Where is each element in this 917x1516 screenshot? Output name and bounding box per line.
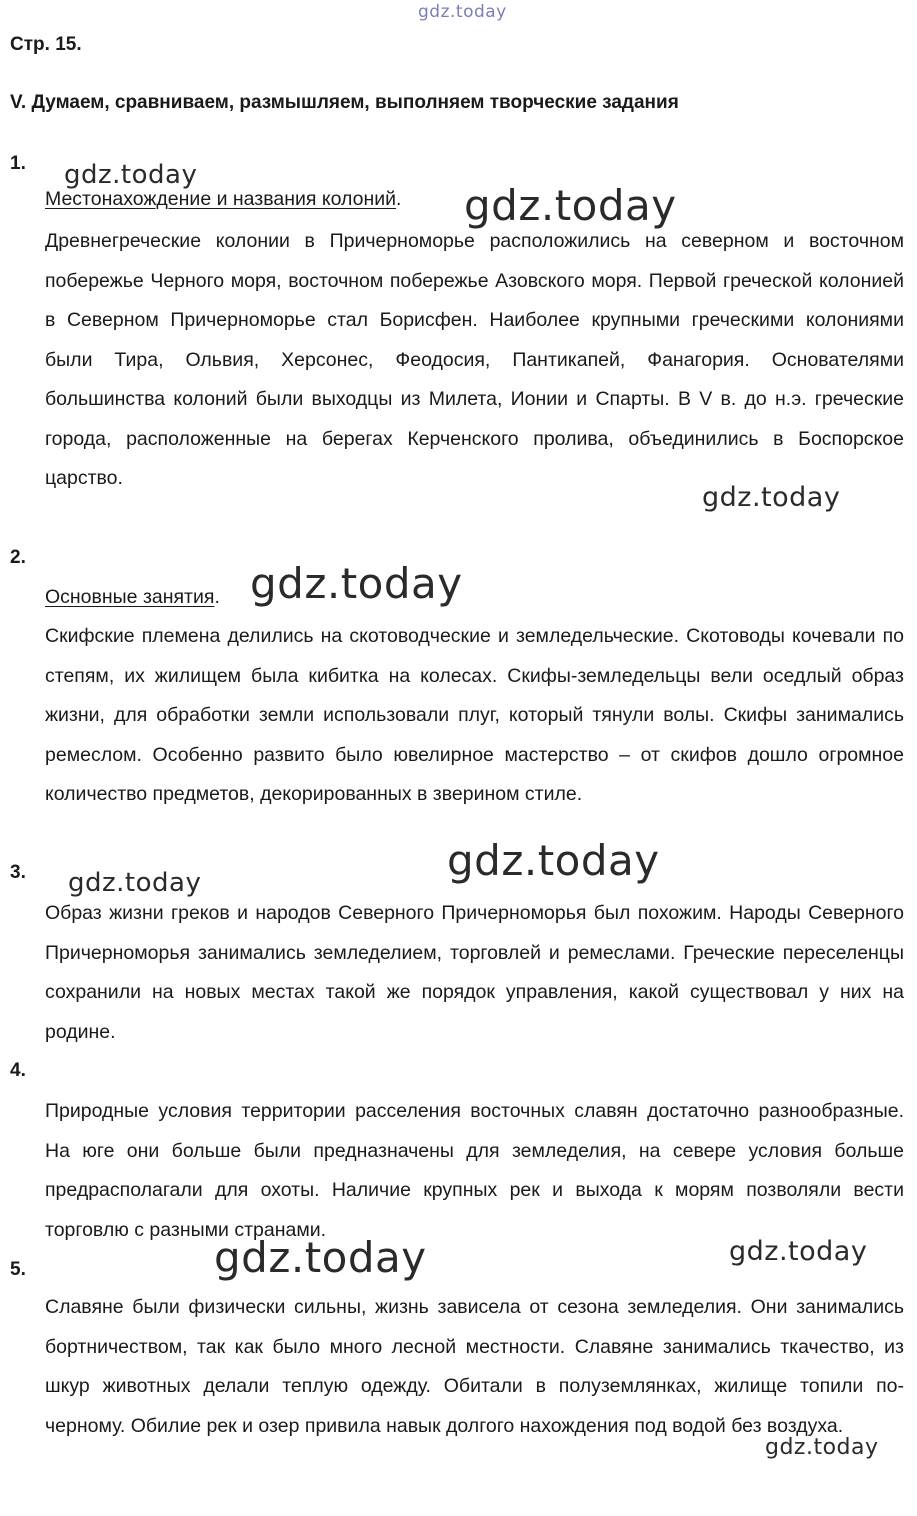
task-subheading-text: Местонахождение и названия колоний <box>45 188 397 210</box>
watermark: gdz.today <box>68 868 202 898</box>
watermark: gdz.today <box>250 559 463 608</box>
task-subheading <box>45 586 220 609</box>
task-subheading-suffix: . <box>214 586 220 608</box>
task-number: 3. <box>10 862 26 883</box>
watermark: gdz.today <box>214 1233 427 1282</box>
task-answer-text: Славяне были физически сильны, жизнь зависела от сезона земледелия. Они занимались бортничеством, так как было много лесной местности. Славяне занимались ткачество, из шкур животных делали теплую одежду. Обитали в полуземлянках, жилище топили по-черному. Обилие рек и озер привила навык долгого нахождения под водой без воздуха. <box>45 1296 904 1437</box>
watermark: gdz.today <box>418 2 507 22</box>
watermark: gdz.today <box>765 1435 879 1460</box>
task-subheading-suffix: . <box>396 188 402 210</box>
task-answer-text: Природные условия территории расселения восточных славян достаточно разнообразные. На юге они больше были предназначены для земледелия, на севере условия больше предрасполагали для охоты. Наличие крупных рек и выхода к морям позволяли вести торговлю с разными странами. <box>45 1100 904 1241</box>
task-subheading-text: Основные занятия <box>45 586 215 608</box>
watermark: gdz.today <box>702 482 841 513</box>
task-answer-text: Образ жизни греков и народов Северного Причерноморья был похожим. Народы Северного Причерноморья занимались земледелием, торговлей и ремеслами. Греческие переселенцы сохранили на новых местах такой же порядок управления, какой существовал у них на родине. <box>45 902 904 1043</box>
task-number: 1. <box>10 153 26 174</box>
task-subheading <box>45 188 401 211</box>
watermark: gdz.today <box>464 181 677 230</box>
task-answer-text: Древнегреческие колонии в Причерноморье расположились на северном и восточном побережье Черного моря, восточном побережье Азовского моря. Первой греческой колонией в Северном Причерноморье стал Борисфен. Наиболее крупными греческими колониями были Тира, Ольвия, Херсонес, Феодосия, Пантикапей, Фанагория. Основателями большинства колоний были выходцы из Милета, Ионии и Спарты. В V в. до н.э. греческие города, расположенные на берегах Керченского пролива, объединились в Боспорское царство. <box>45 230 904 489</box>
watermark: gdz.today <box>729 1236 868 1267</box>
task-number: 5. <box>10 1259 26 1280</box>
watermark: gdz.today <box>447 836 660 885</box>
section-title: V. Думаем, сравниваем, размышляем, выполняем творческие задания <box>10 92 679 113</box>
task-answer-text: Скифские племена делились на скотоводческие и земледельческие. Скотоводы кочевали по степям, их жилищем была кибитка на колесах. Скифы-земледельцы вели оседлый образ жизни, для обработки земли использовали плуг, который тянули волы. Скифы занимались ремеслом. Особенно развито было ювелирное мастерство – от скифов дошло огромное количество предметов, декорированных в зверином стиле. <box>45 625 904 805</box>
watermark: gdz.today <box>64 160 198 190</box>
task-number: 4. <box>10 1060 26 1081</box>
task-number: 2. <box>10 547 26 568</box>
page-reference: Стр. 15. <box>10 34 82 55</box>
